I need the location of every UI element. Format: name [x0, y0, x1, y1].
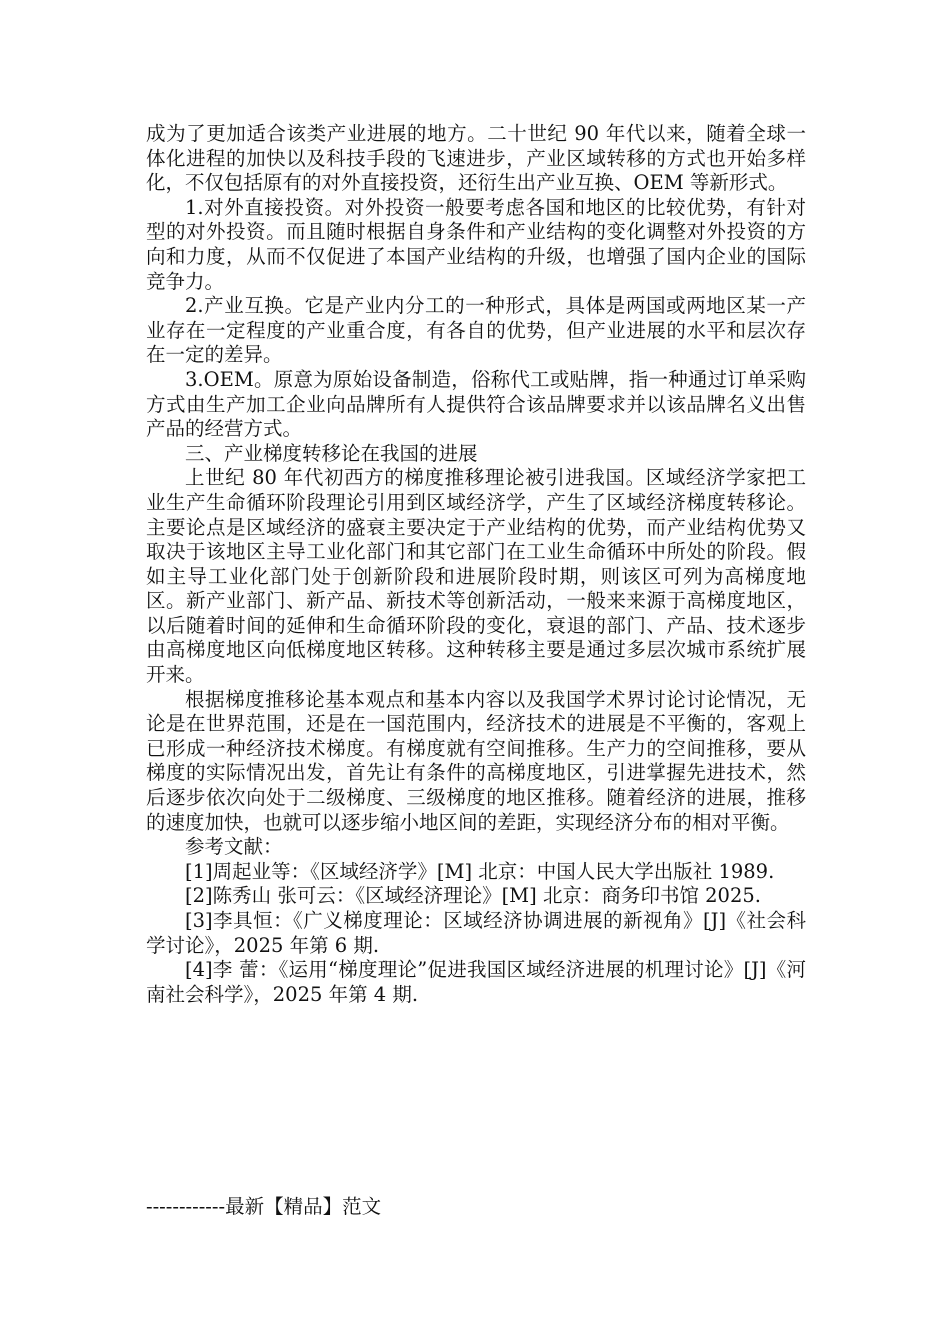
section-heading: 三、产业梯度转移论在我国的进展 — [185, 441, 478, 465]
body-text — [146, 122, 806, 1007]
reference-item: [2]陈秀山 张可云：《区域经济理论》[M] 北京：商务印书馆 2025. — [185, 884, 761, 908]
paragraph-fdi: 1.对外直接投资。对外投资一般要考虑各国和地区的比较优势，有针对型的对外投资。而且随时根据自身条件和产业结构的变化调整对外投资的方向和力度，从而不仅促进了本国产业结构的升级，也增强了国内企业的国际竞争力。 — [146, 195, 806, 293]
references-heading: 参考文献： — [185, 835, 283, 859]
paragraph-gradient-shift: 根据梯度推移论基本观点和基本内容以及我国学术界讨论讨论情况，无论是在世界范围，还是在一国范围内，经济技术的进展是不平衡的，客观上已形成一种经济技术梯度。有梯度就有空间推移。生产力的空间推移，要从梯度的实际情况出发，首先让有条件的高梯度地区，引进掌握先进技术，然后逐步依次向处于二级梯度、三级梯度的地区推移。随着经济的进展，推移的速度加快，也就可以逐步缩小地区间的差距，实现经济分布的相对平衡。 — [146, 687, 806, 834]
reference-item: [3]李具恒：《广义梯度理论：区域经济协调进展的新视角》[J]《社会科学讨论》，2025 年第 6 期. — [146, 909, 806, 957]
paragraph-industry-swap: 2.产业互换。它是产业内分工的一种形式，具体是两国或两地区某一产业存在一定程度的产业重合度，有各自的优势，但产业进展的水平和层次存在一定的差异。 — [146, 294, 806, 367]
reference-item: [1]周起业等：《区域经济学》[M] 北京：中国人民大学出版社 1989. — [185, 859, 775, 883]
paragraph-oem: 3.OEM。原意为原始设备制造，俗称代工或贴牌，指一种通过订单采购方式由生产加工企业向品牌所有人提供符合该品牌要求并以该品牌名义出售产品的经营方式。 — [146, 367, 806, 441]
footer-banner: ------------最新【精品】范文 — [146, 1195, 382, 1218]
reference-item: [4]李 蕾：《运用“梯度理论”促进我国区域经济进展的机理讨论》[J]《河南社会科学》，2025 年第 4 期. — [146, 958, 806, 1006]
paragraph-gradient-theory: 上世纪 80 年代初西方的梯度推移理论被引进我国。区域经济学家把工业生产生命循环阶段理论引用到区域经济学，产生了区域经济梯度转移论。主要论点是区域经济的盛衰主要决定于产业结构的优势，而产业结构优势又取决于该地区主导工业化部门和其它部门在工业生命循环中所处的阶段。假如主导工业化部门处于创新阶段和进展阶段时期，则该区可列为高梯度地区。新产业部门、新产品、新技术等创新活动，一般来来源于高梯度地区，以后随着时间的延伸和生命循环阶段的变化，衰退的部门、产品、技术逐步由高梯度地区向低梯度地区转移。这种转移主要是通过多层次城市系统扩展开来。 — [146, 466, 806, 687]
paragraph-intro-continuation: 成为了更加适合该类产业进展的地方。二十世纪 90 年代以来，随着全球一体化进程的加快以及科技手段的飞速进步，产业区域转移的方式也开始多样化，不仅包括原有的对外直接投资，还衍生出产业互换、OEM 等新形式。 — [146, 122, 806, 195]
